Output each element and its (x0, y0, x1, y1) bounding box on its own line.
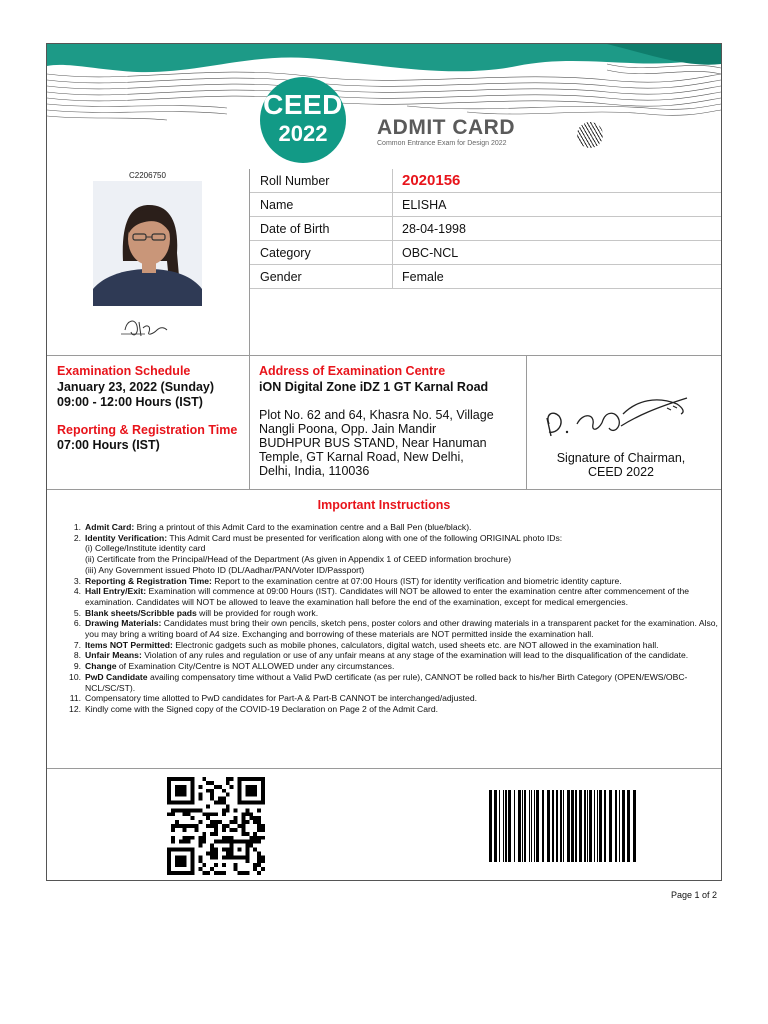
info-row-category (250, 241, 721, 265)
gender-value: Female (402, 270, 444, 284)
exam-time: 09:00 - 12:00 Hours (IST) (57, 395, 203, 409)
ceed-logo (260, 77, 346, 163)
instruction-text: of Examination City/Centre is NOT ALLOWED under any circumstances. (116, 661, 395, 672)
exam-date: January 23, 2022 (Sunday) (57, 380, 215, 394)
candidate-photo (93, 181, 202, 306)
logo-ceed-text: CEED (263, 89, 343, 120)
instruction-number: 6. (73, 618, 81, 629)
instruction-heading: Admit Card: (85, 522, 135, 532)
photo-id: C2206750 (129, 171, 166, 180)
name-value: ELISHA (402, 198, 447, 212)
instruction-text: Electronic gadgets such as mobile phones, calculators, digital watch, used sheets etc. are NOT allowed in the examination hall. (172, 639, 659, 650)
dob-label: Date of Birth (260, 222, 330, 236)
instruction-item (73, 575, 725, 587)
instruction-number: 12. (69, 703, 81, 714)
instruction-item (73, 661, 725, 672)
instruction-number: 5. (73, 607, 81, 618)
qr-code (167, 777, 265, 875)
info-row-roll-number (250, 169, 721, 193)
admit-card-subtitle: Common Entrance Exam for Design 2022 (377, 140, 507, 147)
instruction-heading: Hall Entry/Exit: (85, 586, 147, 597)
instruction-text: Candidates must bring their own pencils, sketch pens, poster colors and other drawing materials in a transparent packet for the examination. Also, you may bring a writing board of A4 size. Exchanging and borrowing of these materials are NOT permitted inside the examination hall. (85, 618, 718, 640)
instruction-item (69, 671, 725, 693)
instruction-text: will be provided for rough work. (196, 607, 319, 618)
instruction-number: 1. (73, 522, 81, 532)
centre-heading: Address of Examination Centre (259, 364, 446, 378)
instruction-heading: Blank sheets/Scribble pads (85, 607, 197, 618)
instruction-heading: Identity Verification: (85, 532, 168, 543)
chairman-signature (537, 384, 697, 454)
instruction-item (73, 639, 725, 651)
barcode (487, 790, 643, 862)
instruction-item (73, 522, 725, 533)
instruction-text: Violation of any rules and regulation or use of any unfair means at any stage of the examination will lead to the disqualification of the candidate. (141, 650, 689, 661)
instruction-heading: Unfair Means: (85, 650, 142, 661)
admit-card (46, 43, 722, 881)
divider (47, 355, 721, 356)
admit-card-header (47, 44, 721, 169)
schedule-heading: Examination Schedule (57, 364, 191, 378)
instruction-text: Bring a printout of this Admit Card to the examination centre and a Ball Pen (blue/black). (134, 522, 472, 532)
decorative-swirl-icon (577, 122, 603, 148)
instruction-item (73, 532, 725, 576)
instruction-heading: PwD Candidate (85, 671, 148, 682)
info-row-gender (250, 265, 721, 289)
instruction-text: Examination will commence at 09:00 Hours (IST). Candidates will NOT be allowed to enter the examination centre after commencement of the examination. Candidates will NOT be allowed to leave the examination hall before the end of the examination, except for medical emergencies. (85, 586, 690, 607)
divider (392, 169, 393, 289)
gender-label: Gender (260, 270, 302, 284)
instruction-number: 4. (73, 586, 81, 597)
instruction-number: 2. (73, 532, 81, 543)
instruction-number: 7. (73, 639, 81, 650)
instruction-text: Compensatory time allotted to PwD candidates for Part-A & Part-B CANNOT be interchanged/adjusted. (85, 693, 478, 704)
instructions-title: Important Instructions (317, 498, 451, 512)
roll-number-label: Roll Number (260, 174, 330, 188)
instruction-subitem: (i) College/Institute identity card (85, 543, 206, 554)
instruction-item (73, 607, 725, 619)
instruction-number: 8. (73, 650, 81, 661)
instruction-heading: Drawing Materials: (85, 618, 162, 629)
info-row-dob (250, 217, 721, 241)
divider (47, 489, 721, 490)
logo-year-text: 2022 (278, 121, 328, 146)
divider (526, 355, 527, 489)
candidate-signature (117, 312, 177, 342)
instruction-subitem: (ii) Certificate from the Principal/Head of the Department (As given in Appendix 1 of CEED information brochure) (85, 554, 512, 565)
reporting-time: 07:00 Hours (IST) (57, 438, 160, 452)
centre-address-line: Plot No. 62 and 64, Khasra No. 54, Village (259, 408, 494, 422)
info-row-name (250, 193, 721, 217)
instruction-text: Report to the examination centre at 07:00 Hours (IST) for identity verification and biometric identity capture. (211, 575, 622, 586)
instruction-heading: Items NOT Permitted: (85, 639, 173, 650)
dob-value: 28-04-1998 (402, 222, 466, 236)
instructions-list (69, 522, 725, 715)
instruction-text: Kindly come with the Signed copy of the COVID-19 Declaration on Page 2 of the Admit Card. (85, 703, 439, 714)
instruction-heading: Reporting & Registration Time: (85, 575, 212, 586)
name-label: Name (260, 198, 294, 212)
instruction-number: 10. (69, 671, 81, 682)
instruction-item (69, 703, 725, 715)
reporting-heading: Reporting & Registration Time (57, 423, 238, 437)
wave-pattern (47, 44, 721, 169)
divider (47, 768, 721, 769)
instruction-number: 3. (73, 575, 81, 586)
category-value: OBC-NCL (402, 246, 459, 260)
instruction-text: availing compensatory time without a Valid PwD certificate (as per rule), CANNOT be rolled back to his/her Birth Category (OPEN/EWS/OBC-NCL/SC/ST). (85, 671, 688, 693)
instruction-subitem: (iii) Any Government issued Photo ID (DL/Aadhar/PAN/Voter ID/Passport) (85, 564, 365, 575)
instruction-item (73, 650, 725, 661)
centre-address-line: Temple, GT Karnal Road, New Delhi, (259, 450, 464, 464)
instruction-item (73, 618, 725, 640)
instruction-heading: Change (85, 661, 117, 672)
instruction-item (73, 586, 725, 607)
instruction-item (69, 693, 725, 704)
category-label: Category (260, 246, 311, 260)
centre-address-line: BUDHPUR BUS STAND, Near Hanuman (259, 436, 487, 450)
roll-number-value: 2020156 (402, 172, 461, 189)
instruction-text: This Admit Card must be presented for verification along with one of the following ORIGINAL photo IDs: (167, 532, 563, 543)
centre-address-line: Delhi, India, 110036 (259, 464, 370, 478)
admit-card-title: ADMIT CARD (377, 116, 515, 139)
centre-address-line: Nangli Poona, Opp. Jain Mandir (259, 422, 437, 436)
instruction-number: 11. (69, 693, 81, 704)
instruction-number: 9. (73, 661, 81, 672)
page-number: Page 1 of 2 (671, 890, 718, 900)
chairman-signature-label: CEED 2022 (587, 465, 654, 479)
centre-name: iON Digital Zone iDZ 1 GT Karnal Road (259, 380, 489, 394)
chairman-signature-label: Signature of Chairman, (556, 451, 686, 465)
